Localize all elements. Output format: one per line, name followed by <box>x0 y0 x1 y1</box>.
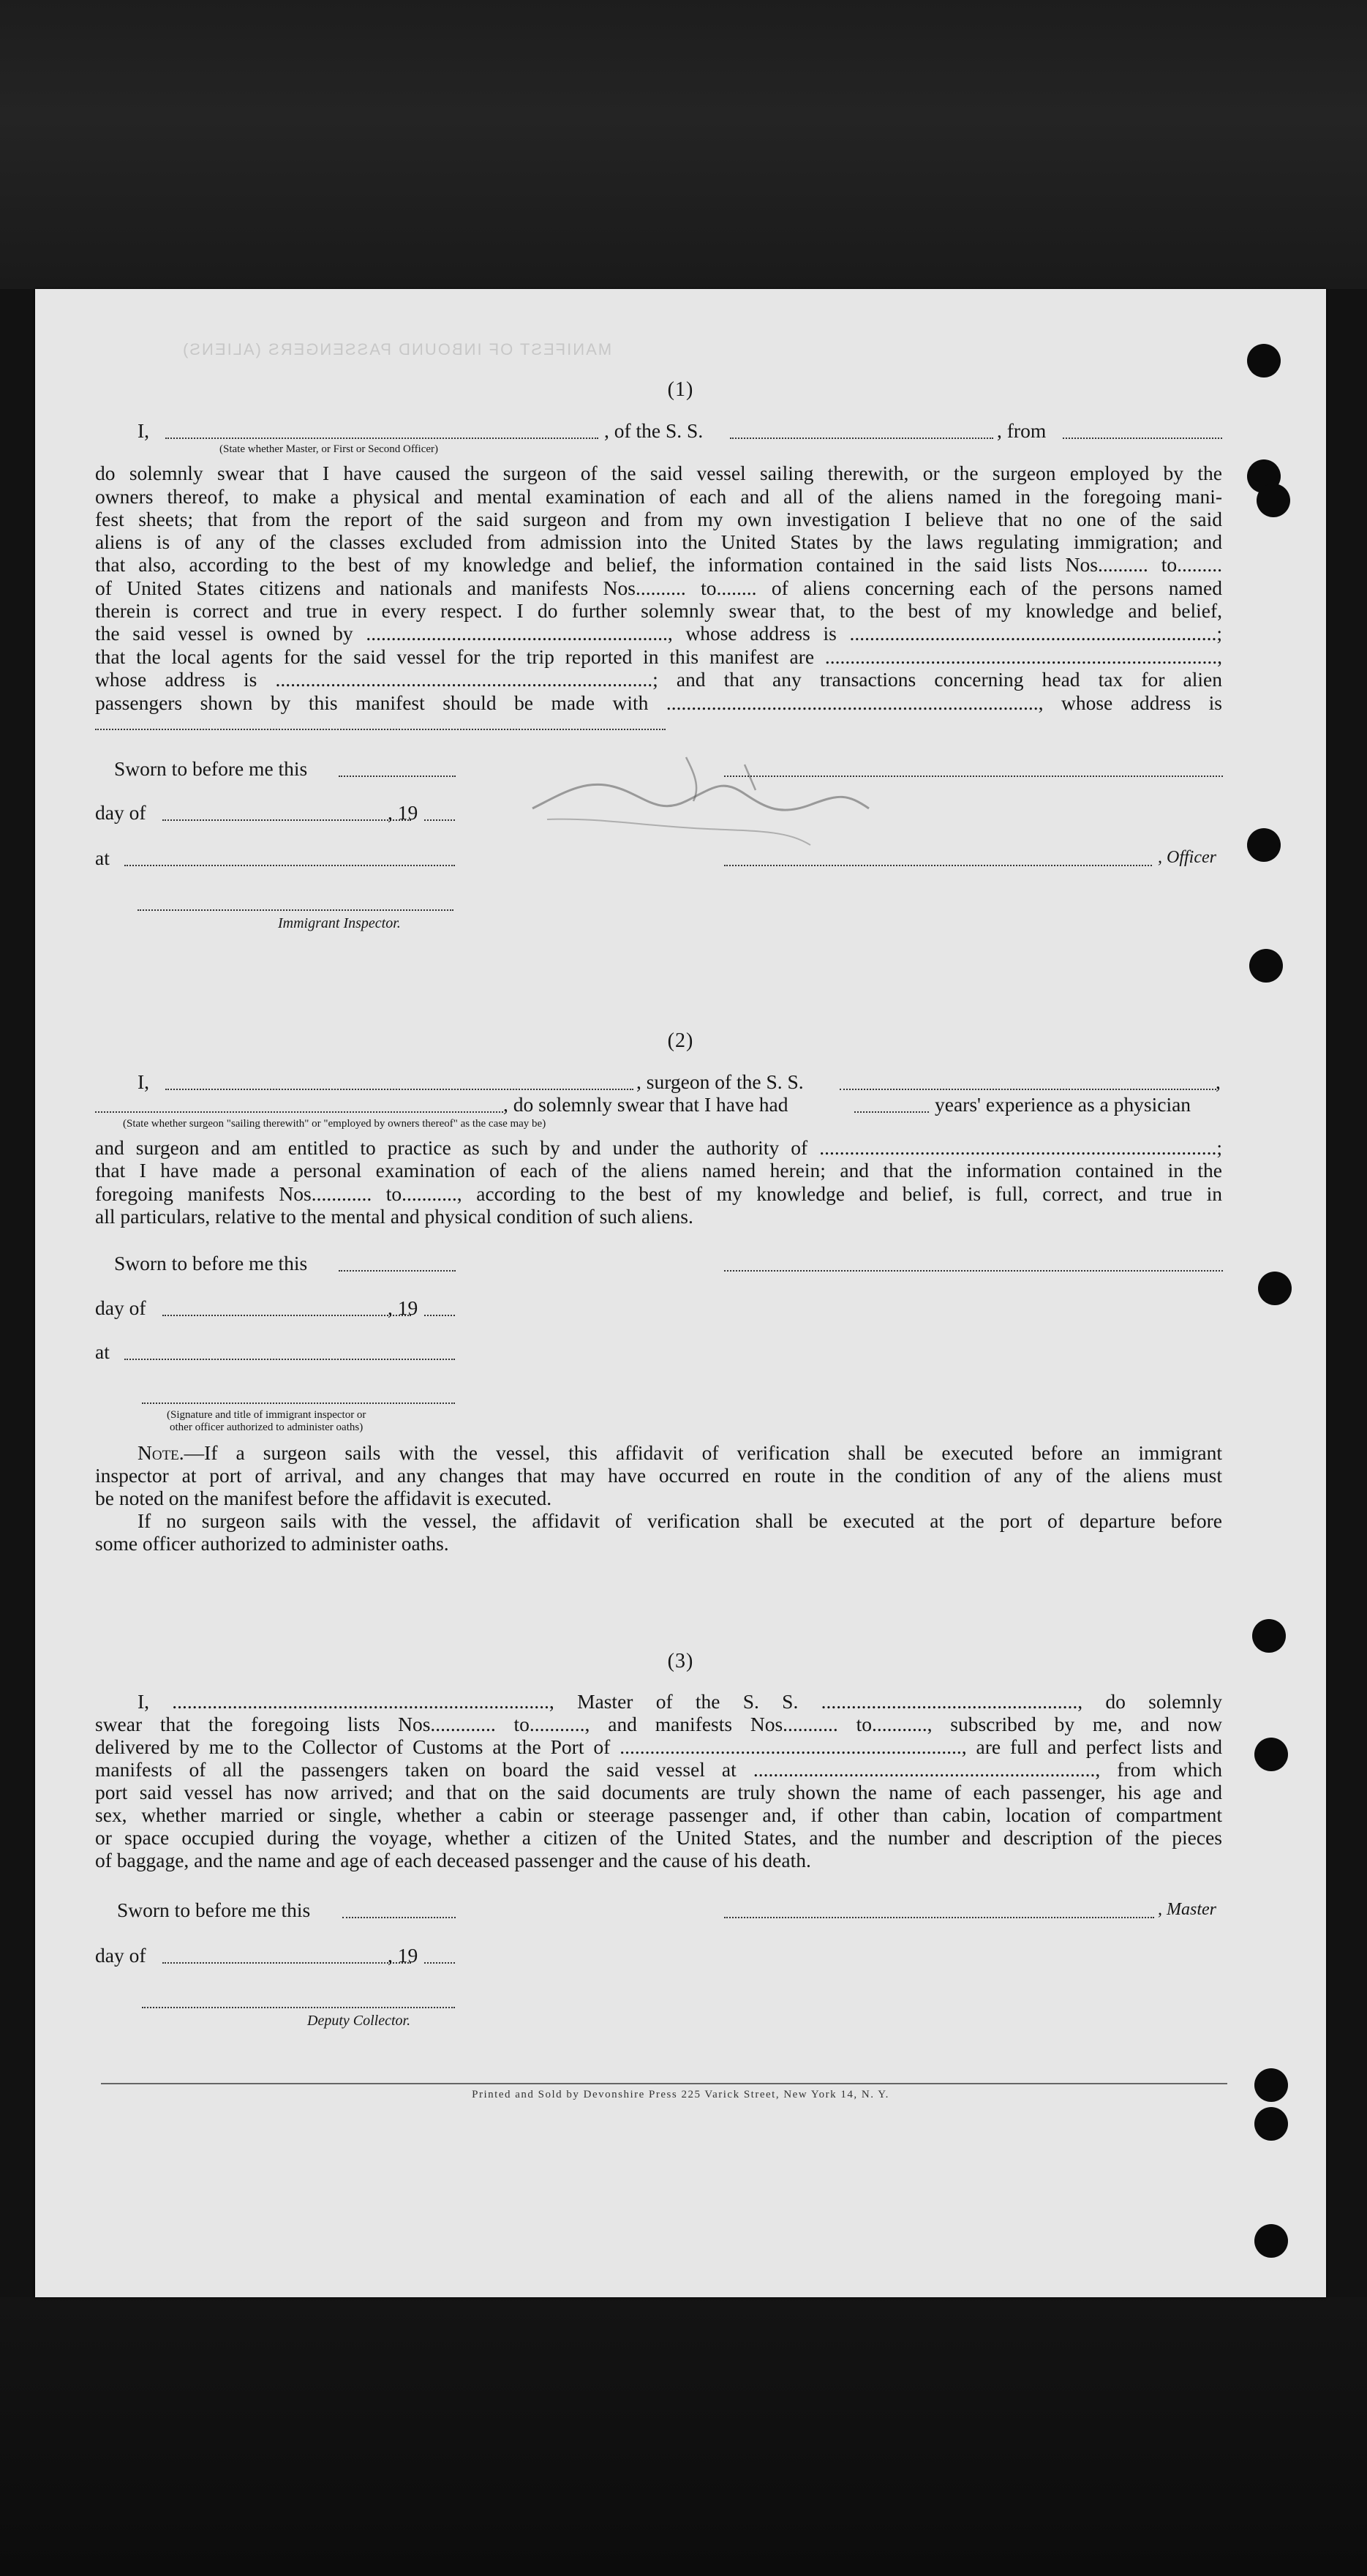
signature-caption-line-1: (Signature and title of immigrant inspector or <box>167 1409 366 1421</box>
scan-background-bottom <box>0 2297 1367 2576</box>
month-blank <box>162 819 411 821</box>
note-line: inspector at port of arrival, and any changes that may have occurred en route in the condition of any of the aliens must <box>95 1464 1222 1487</box>
section-1-heading: (1) <box>667 378 694 401</box>
note-line: If no surgeon sails with the vessel, the affidavit of verification shall be executed at the port of departure before <box>138 1509 1222 1532</box>
note-line: some officer authorized to administer oaths. <box>95 1532 449 1555</box>
section-1-vessel-label: , of the S. S. <box>604 419 704 442</box>
inspector-signature-blank <box>142 1402 455 1404</box>
section-1-line: therein is correct and true in every respect. I do further solemnly swear that, to the best of my knowledge and belief, <box>95 599 1222 622</box>
section-2-line: and surgeon and am entitled to practice as such by and under the authority of ...............................................................................; <box>95 1136 1222 1159</box>
footer-rule <box>101 2083 1227 2084</box>
section-3-line: delivered by me to the Collector of Customs at the Port of ...................................................................., are full and perfect lists and <box>95 1735 1222 1758</box>
punch-hole <box>1254 2224 1288 2258</box>
section-2-surgeon-label: , surgeon of the S. S. <box>636 1070 804 1093</box>
departure-port-blank <box>1063 438 1222 439</box>
punch-hole <box>1247 344 1281 378</box>
section-1-line: owners thereof, to make a physical and mental examination of each and all of the aliens named in the foregoing mani- <box>95 485 1222 508</box>
place-blank <box>124 1359 455 1360</box>
section-3-line: of baggage, and the name and age of each deceased passenger and the cause of his death. <box>95 1849 811 1871</box>
sworn-date-blank <box>339 1270 456 1272</box>
punch-hole <box>1254 1738 1288 1771</box>
sworn-date-blank <box>339 776 456 777</box>
section-1-line: that also, according to the best of my knowledge and belief, the information contained in the said lists Nos.......... to......... <box>95 553 1222 576</box>
section-1-line: do solemnly swear that I have caused the surgeon of the said vessel sailing therewith, or the surgeon employed by the <box>95 462 1222 484</box>
punch-hole <box>1247 828 1281 862</box>
punch-hole <box>1258 1272 1292 1305</box>
section-1-line: whose address is ...........................................................................; and that any transactions concerning head tax for alien <box>95 668 1222 691</box>
year-blank <box>424 819 455 821</box>
section-2-swear: , do solemnly swear that I have had <box>503 1093 788 1116</box>
section-1-line: of United States citizens and nationals and manifests Nos.......... to........ of aliens concerning each of the persons named <box>95 577 1222 599</box>
year-blank <box>424 1315 455 1316</box>
month-blank <box>162 1315 411 1316</box>
month-blank <box>162 1962 411 1964</box>
section-2-caption: (State whether surgeon "sailing therewith" or "employed by owners thereof" as the case may be) <box>123 1118 546 1130</box>
section-2-heading: (2) <box>667 1029 694 1052</box>
head-tax-address-blank <box>95 729 666 730</box>
section-1-at: at <box>95 846 110 869</box>
section-2-line: foregoing manifests Nos............ to..........., according to the best of my knowledge and belief, is full, correct, and true in <box>95 1182 1222 1205</box>
section-1-line: fest sheets; that from the report of the said surgeon and from my own investigation I believe that no one of the said <box>95 508 1222 530</box>
printer-imprint: Printed and Sold by Devonshire Press 225 Varick Street, New York 14, N. Y. <box>472 2089 889 2100</box>
deputy-collector-label: Deputy Collector. <box>307 2013 411 2029</box>
master-signature-blank <box>724 1917 1154 1918</box>
collector-signature-blank <box>142 2007 455 2008</box>
officer-name-blank <box>165 438 598 439</box>
manifest-page <box>35 289 1326 2297</box>
punch-hole <box>1257 484 1290 517</box>
section-3-line: swear that the foregoing lists Nos............. to..........., and manifests Nos........... to..........., subscribed by me, and now <box>95 1713 1222 1735</box>
handwritten-signature <box>503 750 913 852</box>
section-1-line: passengers shown by this manifest should be made with .........................................................................., whose address is <box>95 691 1222 714</box>
section-3-line: sex, whether married or single, whether a cabin or steerage passenger and, if other than cabin, location of compartment <box>95 1803 1222 1826</box>
surgeon-vessel-blank <box>840 1089 1216 1090</box>
section-3-line: manifests of all the passengers taken on board the said vessel at ...................................................................., from which <box>95 1758 1222 1781</box>
years-experience-blank <box>854 1111 929 1113</box>
sworn-date-blank <box>342 1917 456 1918</box>
section-1-i: I, <box>138 419 150 442</box>
section-2-years: years' experience as a physician <box>935 1093 1191 1116</box>
section-1-year: , 19 <box>388 801 418 824</box>
section-2-line: that I have made a personal examination of each of the aliens named herein; and that the information contained in the <box>95 1159 1222 1182</box>
punch-hole <box>1249 949 1283 983</box>
surgeon-status-blank <box>95 1111 503 1113</box>
year-blank <box>424 1962 455 1964</box>
section-1-sworn: Sworn to before me this <box>114 757 308 780</box>
section-2-line: all particulars, relative to the mental and physical condition of such aliens. <box>95 1205 693 1228</box>
scan-background-top <box>0 0 1367 289</box>
section-1-day: day of <box>95 801 146 824</box>
section-3-day: day of <box>95 1944 146 1967</box>
section-2-sworn: Sworn to before me this <box>114 1252 308 1274</box>
section-3-heading: (3) <box>667 1650 694 1672</box>
officer-label: , Officer <box>1158 848 1216 867</box>
master-label: , Master <box>1158 1900 1216 1919</box>
section-1-line: the said vessel is owned by ............................................................, whose address is .........................................................................; <box>95 622 1222 645</box>
section-3-sworn: Sworn to before me this <box>117 1899 311 1921</box>
surgeon-name-blank <box>165 1089 633 1090</box>
section-1-from-label: , from <box>997 419 1047 442</box>
note-label: Note. <box>138 1441 184 1464</box>
section-2-day: day of <box>95 1296 146 1319</box>
section-2-year: , 19 <box>388 1296 418 1319</box>
place-blank <box>124 865 455 866</box>
bleed-through-text: MANIFEST OF INBOUND PASSENGERS (ALIENS) <box>181 340 612 358</box>
section-3-line: I, ..........................................................................., Master of the S. S. ..................................................., do solemnly <box>138 1690 1222 1713</box>
section-3-line: or space occupied during the voyage, whether a citizen of the United States, and the number and description of the pieces <box>95 1826 1222 1849</box>
section-1-caption: (State whether Master, or First or Second Officer) <box>219 443 439 455</box>
section-2-at: at <box>95 1340 110 1363</box>
comma: , <box>1216 1070 1221 1093</box>
signature-caption-line-2: other officer authorized to administer oaths) <box>170 1422 364 1433</box>
surgeon-signature-blank <box>724 1270 1223 1272</box>
note-line: be noted on the manifest before the affidavit is executed. <box>95 1487 552 1509</box>
vessel-name-blank <box>730 438 993 439</box>
punch-hole <box>1252 1619 1286 1653</box>
section-3-year: , 19 <box>388 1944 418 1967</box>
note-line: Note.—If a surgeon sails with the vessel, this affidavit of verification shall be executed before an immigrant <box>138 1441 1222 1464</box>
officer-signature-blank <box>724 865 1152 866</box>
punch-hole <box>1254 2107 1288 2141</box>
section-2-i: I, <box>138 1070 150 1093</box>
inspector-signature-blank <box>138 909 453 911</box>
immigrant-inspector-label: Immigrant Inspector. <box>278 915 401 931</box>
section-1-line: that the local agents for the said vessel for the trip reported in this manifest are .............................................................................., <box>95 645 1222 668</box>
section-1-line: aliens is of any of the classes excluded from admission into the United States by the laws regulating immigration; and <box>95 530 1222 553</box>
section-3-line: port said vessel has now arrived; and that on the said documents are truly shown the name of each passenger, his age and <box>95 1781 1222 1803</box>
